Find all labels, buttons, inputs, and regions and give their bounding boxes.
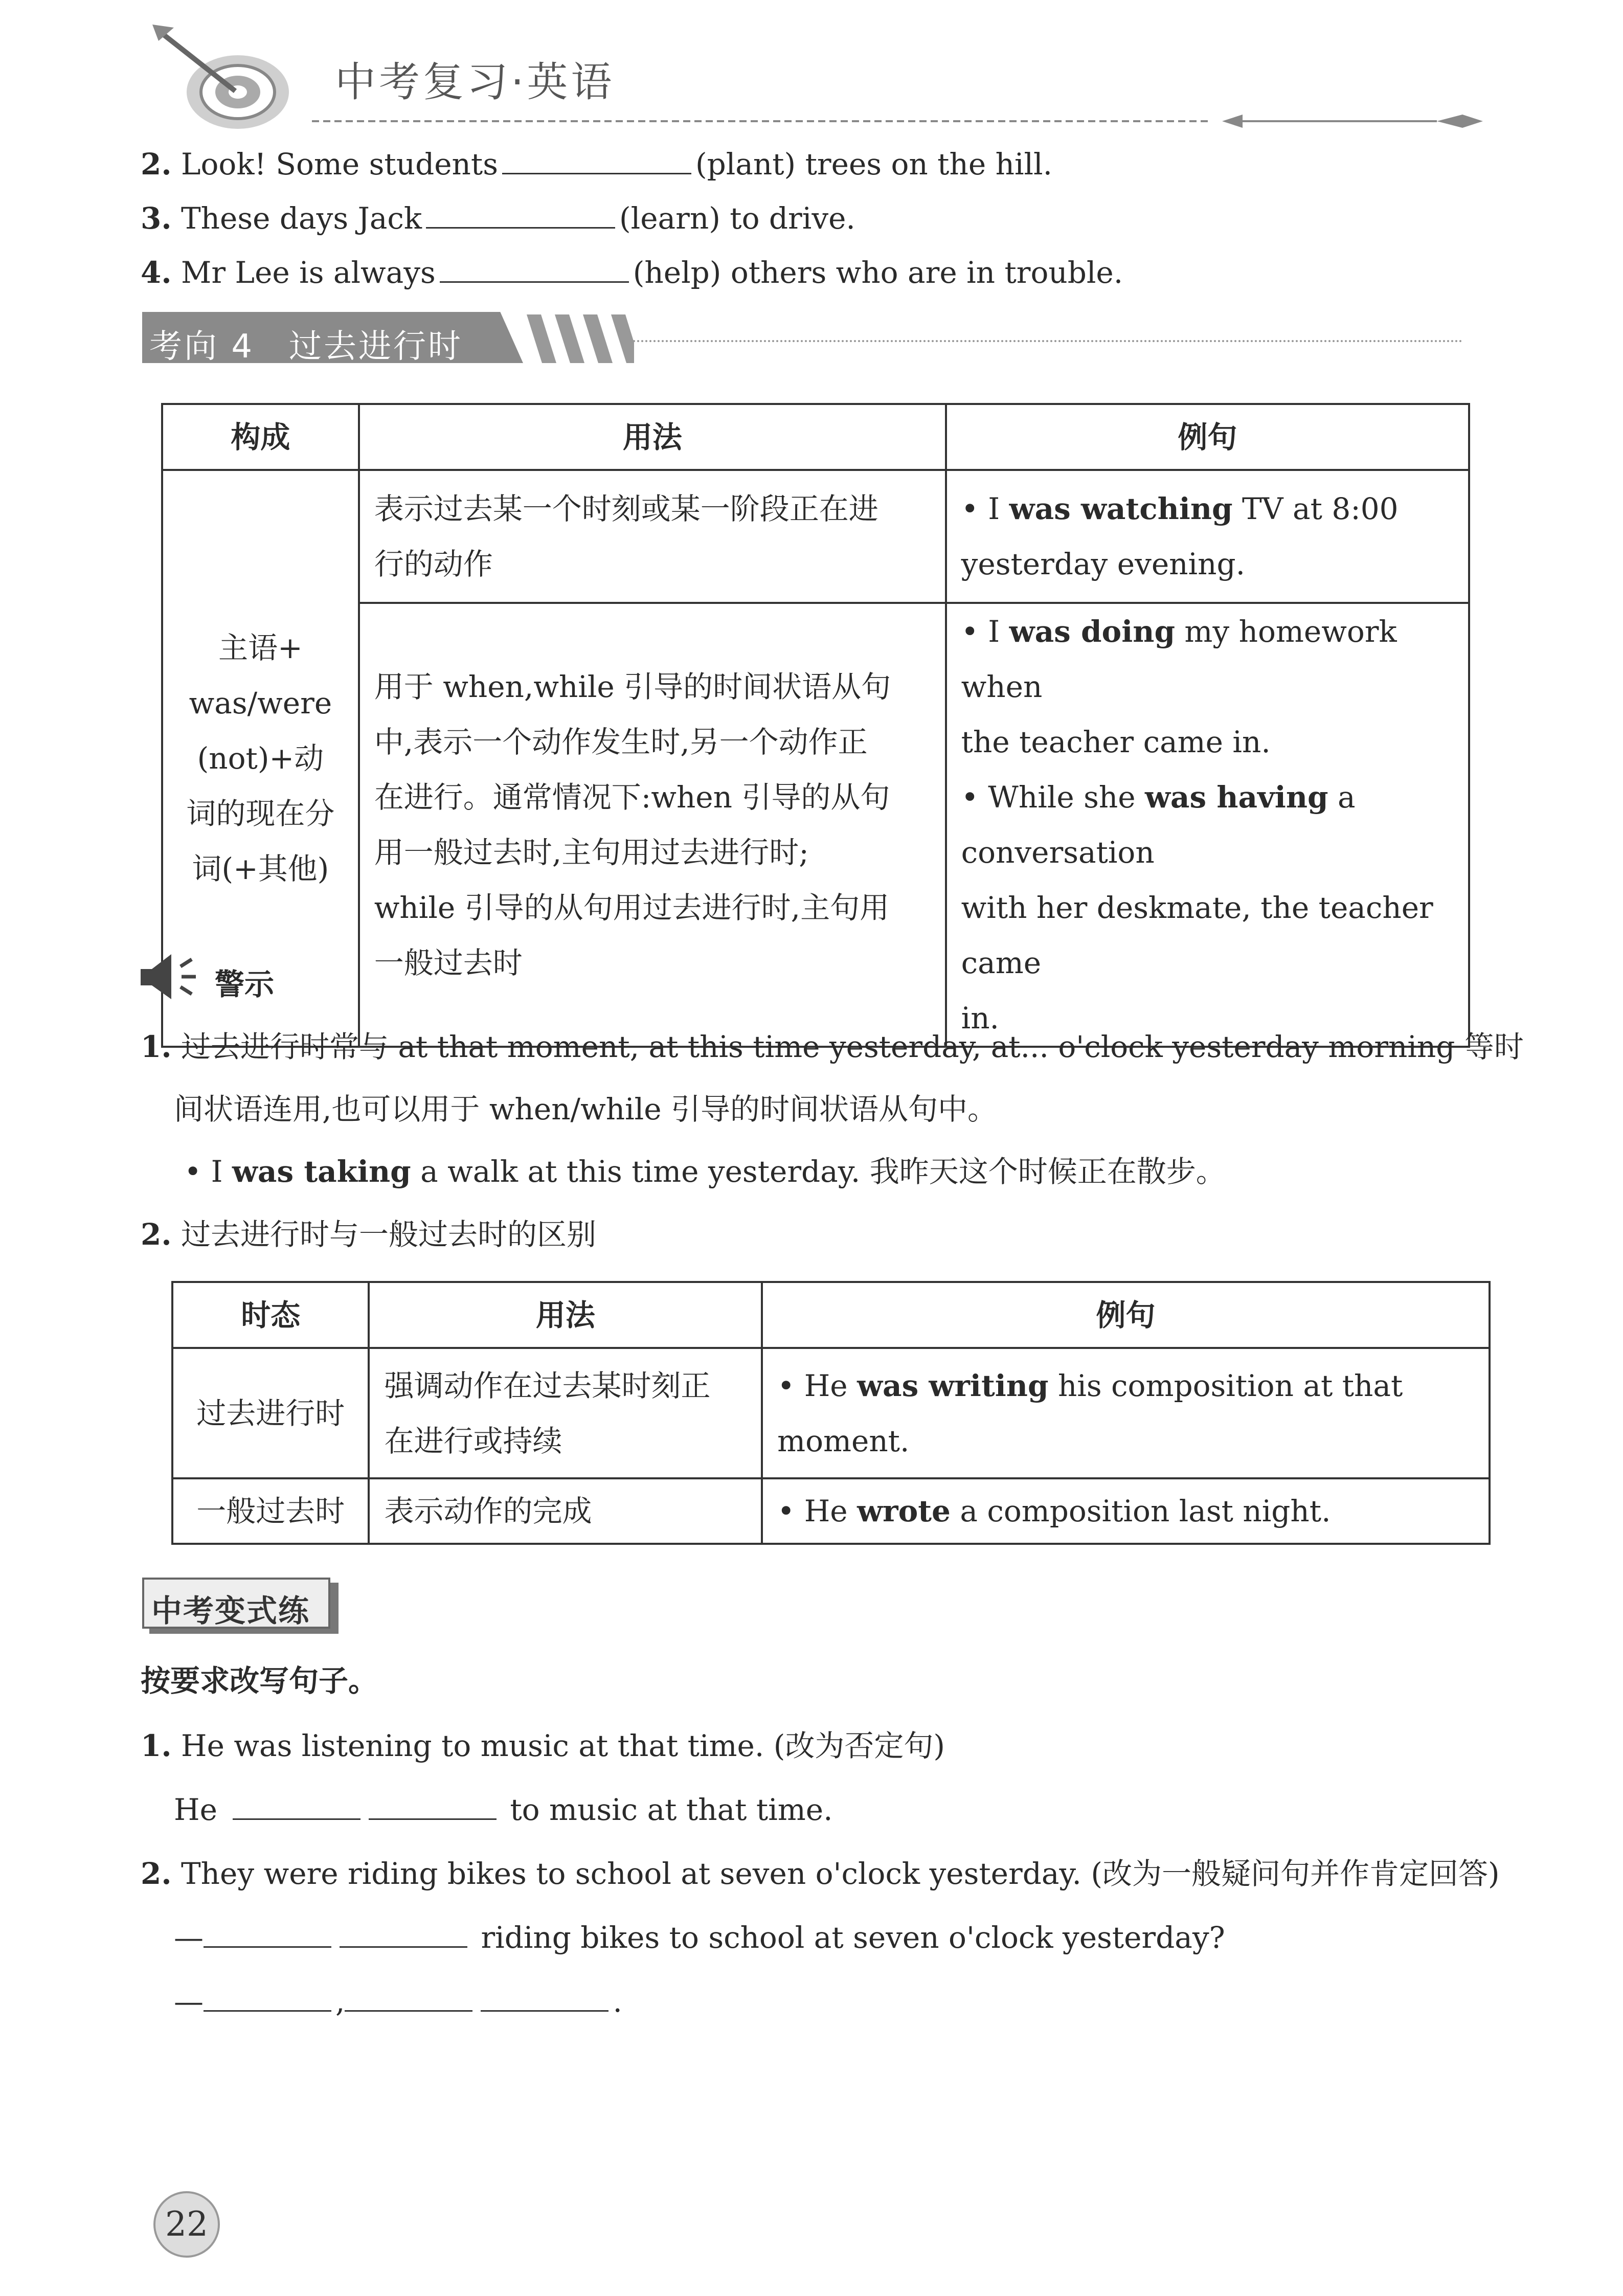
- warning-label: 警示: [215, 967, 275, 1002]
- usage-cell: 表示过去某一个时刻或某一阶段正在进 行的动作: [359, 470, 946, 603]
- table-header: 时态: [172, 1282, 369, 1348]
- tense-cell: 过去进行时: [172, 1348, 369, 1478]
- warning-point-2: 2. 过去进行时与一般过去时的区别: [141, 1217, 597, 1252]
- table-header: 例句: [762, 1282, 1490, 1348]
- practice-instruction: 按要求改写句子。: [141, 1663, 378, 1698]
- answer-blank[interactable]: [204, 1946, 331, 1948]
- section-dotted-line: [629, 340, 1462, 342]
- table-header: 构成: [162, 404, 359, 470]
- answer-blank[interactable]: [369, 1818, 497, 1820]
- tense-cell: 一般过去时: [172, 1478, 369, 1544]
- practice-answer-2a: — riding bikes to school at seven o'clock yesterday?: [174, 1920, 1225, 1955]
- table-header: 用法: [369, 1282, 762, 1348]
- table-header: 用法: [359, 404, 946, 470]
- usage-cell: 表示动作的完成: [369, 1478, 762, 1544]
- practice-question-1: 1. He was listening to music at that time. (改为否定句): [141, 1728, 945, 1763]
- example-cell: • I was doing my homework when the teacher came in. • While she was having a conversation with her deskmate, the teacher came in.: [946, 603, 1469, 1047]
- target-arrow-icon: [148, 20, 291, 133]
- practice-tag: 中考变式练: [142, 1578, 337, 1635]
- warning-point-1: 1. 过去进行时常与 at that moment, at this time yesterday, at... o'clock yesterday morning 等时: [141, 1029, 1524, 1064]
- example-cell: • I was watching TV at 8:00 yesterday evening.: [946, 470, 1469, 603]
- answer-blank[interactable]: [481, 2010, 608, 2012]
- practice-question-2: 2. They were riding bikes to school at seven o'clock yesterday. (改为一般疑问句并作肯定回答): [141, 1856, 1500, 1891]
- warning-example: • I was taking a walk at this time yesterday. 我昨天这个时候正在散步。: [184, 1154, 1226, 1189]
- tense-table-2: [171, 1281, 1491, 1545]
- answer-blank[interactable]: [426, 227, 615, 229]
- answer-blank[interactable]: [233, 1818, 360, 1820]
- exercise-3: 3. These days Jack (learn) to drive.: [141, 201, 855, 236]
- page-number: 22: [153, 2191, 220, 2258]
- example-cell: • He wrote a composition last night.: [762, 1478, 1490, 1544]
- answer-blank[interactable]: [345, 2010, 472, 2012]
- practice-answer-2b: — , .: [174, 1984, 622, 2019]
- example-cell: • He was writing his composition at that moment.: [762, 1348, 1490, 1478]
- usage-cell: 强调动作在过去某时刻正 在进行或持续: [369, 1348, 762, 1478]
- warning-point-1-cont: 间状语连用,也可以用于 when/while 引导的时间状语从句中。: [174, 1092, 997, 1127]
- stripes-decoration: [527, 314, 634, 363]
- structure-cell: 主语+ was/were (not)+动 词的现在分 词(+其他): [162, 470, 359, 1047]
- table-header: 例句: [946, 404, 1469, 470]
- exercise-2: 2. Look! Some students (plant) trees on the hill.: [141, 147, 1053, 182]
- header-divider: [312, 114, 1483, 129]
- usage-cell: 用于 when,while 引导的时间状语从句 中,表示一个动作发生时,另一个动作正 在进行。通常情况下:when 引导的从句 用一般过去时,主句用过去进行时; while 引导的从句用过去进行时,主句用 一般过去时: [359, 603, 946, 1047]
- answer-blank[interactable]: [340, 1946, 467, 1948]
- header-title: 中考复习·英语: [335, 58, 615, 106]
- answer-blank[interactable]: [502, 173, 691, 174]
- tense-table-1: [161, 403, 1470, 1048]
- answer-blank[interactable]: [204, 2010, 331, 2012]
- practice-answer-1: He to music at that time.: [174, 1792, 833, 1827]
- answer-blank[interactable]: [440, 281, 629, 283]
- exercise-4: 4. Mr Lee is always (help) others who are in trouble.: [141, 255, 1123, 290]
- speaker-icon: [141, 951, 202, 1002]
